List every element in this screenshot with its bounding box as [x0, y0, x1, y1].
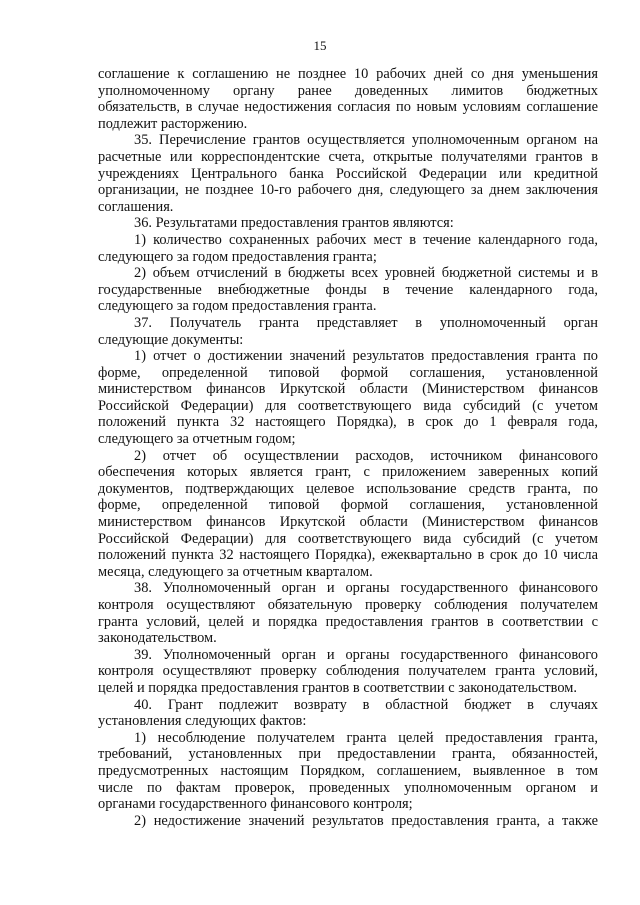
text-line: положений пункта 32 настоящего Порядка), ежеквартально в срок до 10 числа — [98, 547, 598, 564]
text-line: расчетные или корреспондентские счета, открытые получателями грантов в — [98, 148, 598, 165]
text-line: 37. Получатель гранта представляет в уполномоченный орган — [134, 314, 598, 331]
text-line: органами государственного финансового контроля; — [98, 796, 413, 813]
text-line: целей и порядка предоставления грантов в соответствии с законодательством. — [98, 679, 577, 696]
text-line: 36. Результатами предоставления грантов являются: — [134, 215, 454, 232]
text-line: 2) недостижение значений результатов предоставления гранта, а также — [134, 812, 598, 829]
paragraph — [98, 232, 598, 265]
text-line: предусмотренных настоящим Порядком, соглашением, выявленное в том — [98, 762, 598, 779]
page-number: 15 — [313, 38, 327, 53]
text-line: следующего за годом предоставления гранта. — [98, 298, 377, 315]
text-line: контроля осуществляют проверку соблюдения получателем гранта условий, — [98, 663, 598, 680]
text-line: следующие документы: — [98, 331, 244, 348]
paragraph — [98, 730, 598, 813]
text-line: министерством финансов Иркутской области (Министерством финансов — [98, 381, 598, 398]
text-line: числе по фактам проверок, проведенных уполномоченным органом и — [98, 779, 598, 796]
text-line: контроля осуществляют обязательную проверку соблюдения получателем — [98, 597, 598, 613]
text-line: уполномоченному органу ранее доведенных лимитов бюджетных — [98, 82, 598, 99]
text-line: организации, не позднее 10-го рабочего дня, следующего за днем заключения — [98, 182, 598, 199]
text-line: 2) объем отчислений в бюджеты всех уровней бюджетной системы и в — [134, 265, 598, 282]
text-line: соглашение к соглашению не позднее 10 рабочих дней со дня уменьшения — [98, 66, 598, 82]
text-line: 1) несоблюдение получателем гранта целей предоставления гранта, — [134, 729, 598, 746]
paragraph — [98, 132, 598, 215]
text-line: положений пункта 32 настоящего Порядка), в срок до 1 февраля года, — [98, 414, 598, 431]
text-line: 1) количество сохраненных рабочих мест в течение календарного года, — [134, 231, 598, 248]
paragraph — [98, 66, 598, 132]
text-line: 39. Уполномоченный орган и органы государственного финансового — [134, 646, 598, 663]
text-line: 38. Уполномоченный орган и органы государственного финансового — [134, 580, 598, 597]
text-line: форме, определенной типовой формой соглашения, установленной — [98, 364, 598, 381]
paragraph — [98, 813, 598, 830]
paragraph — [98, 697, 598, 730]
text-line: государственные внебюджетные фонды в течение календарного года, — [98, 281, 598, 298]
paragraph — [98, 580, 598, 646]
text-line: 2) отчет об осуществлении расходов, источником финансового — [134, 447, 598, 464]
paragraph — [98, 315, 598, 348]
text-line: подлежит расторжению. — [98, 115, 248, 132]
text-line: требований, установленных при предоставлении гранта, обязанностей, — [98, 746, 598, 763]
paragraph — [98, 448, 598, 581]
text-line: 35. Перечисление грантов осуществляется уполномоченным органом на — [134, 132, 598, 149]
paragraph — [98, 647, 598, 697]
document-body — [98, 66, 598, 829]
paragraph — [98, 265, 598, 315]
paragraph — [98, 215, 598, 232]
text-line: установления следующих фактов: — [98, 713, 307, 730]
text-line: обязательств, в случае недостижения согласия по новым условиям соглашение — [98, 99, 598, 116]
text-line: 1) отчет о достижении значений результатов предоставления гранта по — [134, 348, 598, 365]
text-line: документов, подтверждающих целевое использование средств гранта, по — [98, 480, 598, 497]
text-line: Российской Федерации) для соответствующего вида субсидий (с учетом — [98, 397, 598, 414]
text-line: следующего за отчетным годом; — [98, 431, 296, 448]
text-line: министерством финансов Иркутской области (Министерством финансов — [98, 514, 598, 531]
text-line: форме, определенной типовой формой соглашения, установленной — [98, 497, 598, 514]
paragraph — [98, 348, 598, 448]
text-line: учреждениях Центрального банка Российской Федерации или кредитной — [98, 165, 598, 182]
text-line: 40. Грант подлежит возврату в областной бюджет в случаях — [134, 696, 598, 713]
text-line: месяца, следующего за отчетным кварталом. — [98, 563, 373, 580]
text-line: обеспечения которых является грант, с приложением заверенных копий — [98, 464, 598, 481]
text-line: Российской Федерации) для соответствующего вида субсидий (с учетом — [98, 530, 598, 547]
text-line: следующего за годом предоставления гранта; — [98, 248, 377, 265]
text-line: соглашения. — [98, 198, 174, 215]
text-line: законодательством. — [98, 630, 217, 647]
text-line: гранта условий, целей и порядка предоставления грантов в соответствии с — [98, 613, 598, 630]
